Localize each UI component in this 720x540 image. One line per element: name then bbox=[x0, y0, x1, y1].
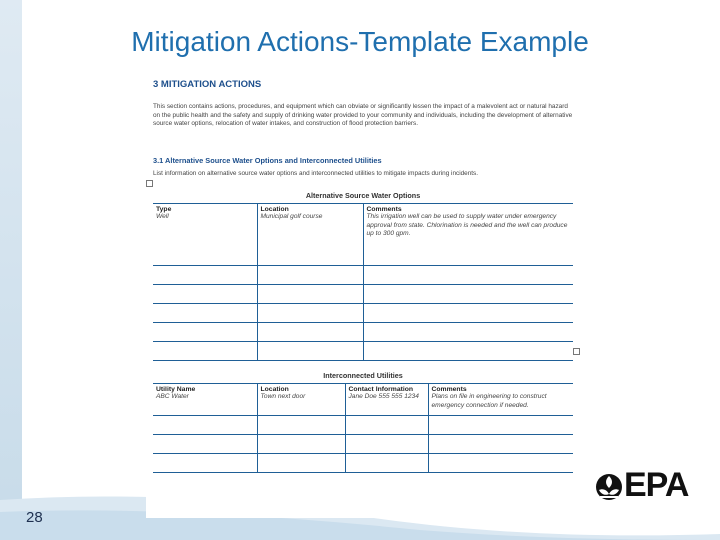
alt-table-cell bbox=[257, 342, 363, 361]
util-table-cell bbox=[257, 454, 345, 473]
alt-table-cell bbox=[363, 323, 573, 342]
alt-table-cell bbox=[257, 304, 363, 323]
slide-title: Mitigation Actions-Template Example bbox=[131, 26, 589, 57]
left-decorative-band bbox=[0, 0, 22, 540]
util-table-caption: Interconnected Utilities bbox=[153, 369, 573, 384]
alt-table-cell bbox=[363, 285, 573, 304]
alt-table-cell: Well bbox=[153, 213, 257, 266]
alt-table-cell bbox=[257, 285, 363, 304]
util-table-cell bbox=[153, 454, 257, 473]
alt-table-cell bbox=[363, 342, 573, 361]
alt-table-cell bbox=[153, 266, 257, 285]
alt-table-cell bbox=[363, 266, 573, 285]
table-resize-handle-icon bbox=[573, 348, 580, 355]
document-page bbox=[146, 73, 580, 518]
section-paragraph: This section contains actions, procedures, and equipment which can obviate or significantly lessen the impact of a malevolent act or natural hazard on the public health and the safety and supply of drinking water provided to your community and individuals, including the development of alternative source water options, relocation of water intakes, and construction of flood protection barriers. bbox=[153, 103, 573, 128]
subsection-heading: 3.1 Alternative Source Water Options and Interconnected Utilities bbox=[153, 156, 382, 165]
page-number: 28 bbox=[26, 509, 43, 526]
alternative-source-table bbox=[153, 189, 573, 361]
util-header-name: Utility Name bbox=[156, 386, 196, 393]
util-header-location: Location bbox=[257, 384, 345, 394]
util-table-cell: Jane Doe 555 555 1234 bbox=[345, 393, 428, 416]
util-table-cell bbox=[345, 416, 428, 435]
util-table-row bbox=[153, 454, 573, 473]
alt-table-caption: Alternative Source Water Options bbox=[153, 189, 573, 204]
util-header-comments: Comments bbox=[428, 384, 573, 394]
alt-table-cell: This irrigation well can be used to supply water under emergency approval from state. Chlorination is needed and the well can produce up to 300 gpm. bbox=[363, 213, 573, 266]
util-table-cell: Plans on file in engineering to construct emergency connection if needed. bbox=[428, 393, 573, 416]
alt-table-cell bbox=[257, 266, 363, 285]
alt-table-cell bbox=[153, 342, 257, 361]
interconnected-utilities-table bbox=[153, 369, 573, 473]
alt-table-row bbox=[153, 213, 573, 266]
alt-header-comments: Comments bbox=[363, 204, 573, 214]
util-table-cell bbox=[428, 416, 573, 435]
util-table-row bbox=[153, 393, 573, 416]
util-table-cell bbox=[257, 435, 345, 454]
alt-table-row bbox=[153, 304, 573, 323]
alt-table-row bbox=[153, 323, 573, 342]
util-table-cell bbox=[153, 435, 257, 454]
util-table-cell bbox=[345, 435, 428, 454]
epa-logo bbox=[594, 468, 694, 506]
util-table-cell bbox=[153, 416, 257, 435]
epa-logo-text: EPA bbox=[624, 466, 689, 504]
subsection-paragraph: List information on alternative source water options and interconnected utilities to mitigate impacts during incidents. bbox=[153, 170, 479, 177]
util-table-cell: Town next door bbox=[257, 393, 345, 416]
alt-table-cell bbox=[153, 304, 257, 323]
epa-flower-icon bbox=[594, 470, 624, 504]
util-table-cell bbox=[257, 416, 345, 435]
util-table-cell bbox=[428, 435, 573, 454]
alt-table-cell bbox=[257, 323, 363, 342]
alt-table-cell: Municipal golf course bbox=[257, 213, 363, 266]
util-header-contact: Contact Information bbox=[345, 384, 428, 394]
alt-table-row bbox=[153, 285, 573, 304]
util-table-cell: ABC Water bbox=[153, 393, 257, 416]
alt-header-location: Location bbox=[257, 204, 363, 214]
alt-table-cell bbox=[153, 285, 257, 304]
alt-table-cell bbox=[363, 304, 573, 323]
util-table-row bbox=[153, 416, 573, 435]
alt-table-row bbox=[153, 342, 573, 361]
alt-table-row bbox=[153, 266, 573, 285]
util-table-row bbox=[153, 435, 573, 454]
alt-header-type: Type bbox=[156, 206, 172, 213]
alt-table-cell bbox=[153, 323, 257, 342]
section-heading: 3 MITIGATION ACTIONS bbox=[153, 79, 262, 90]
table-handle-icon bbox=[146, 180, 153, 187]
util-table-cell bbox=[345, 454, 428, 473]
util-table-cell bbox=[428, 454, 573, 473]
